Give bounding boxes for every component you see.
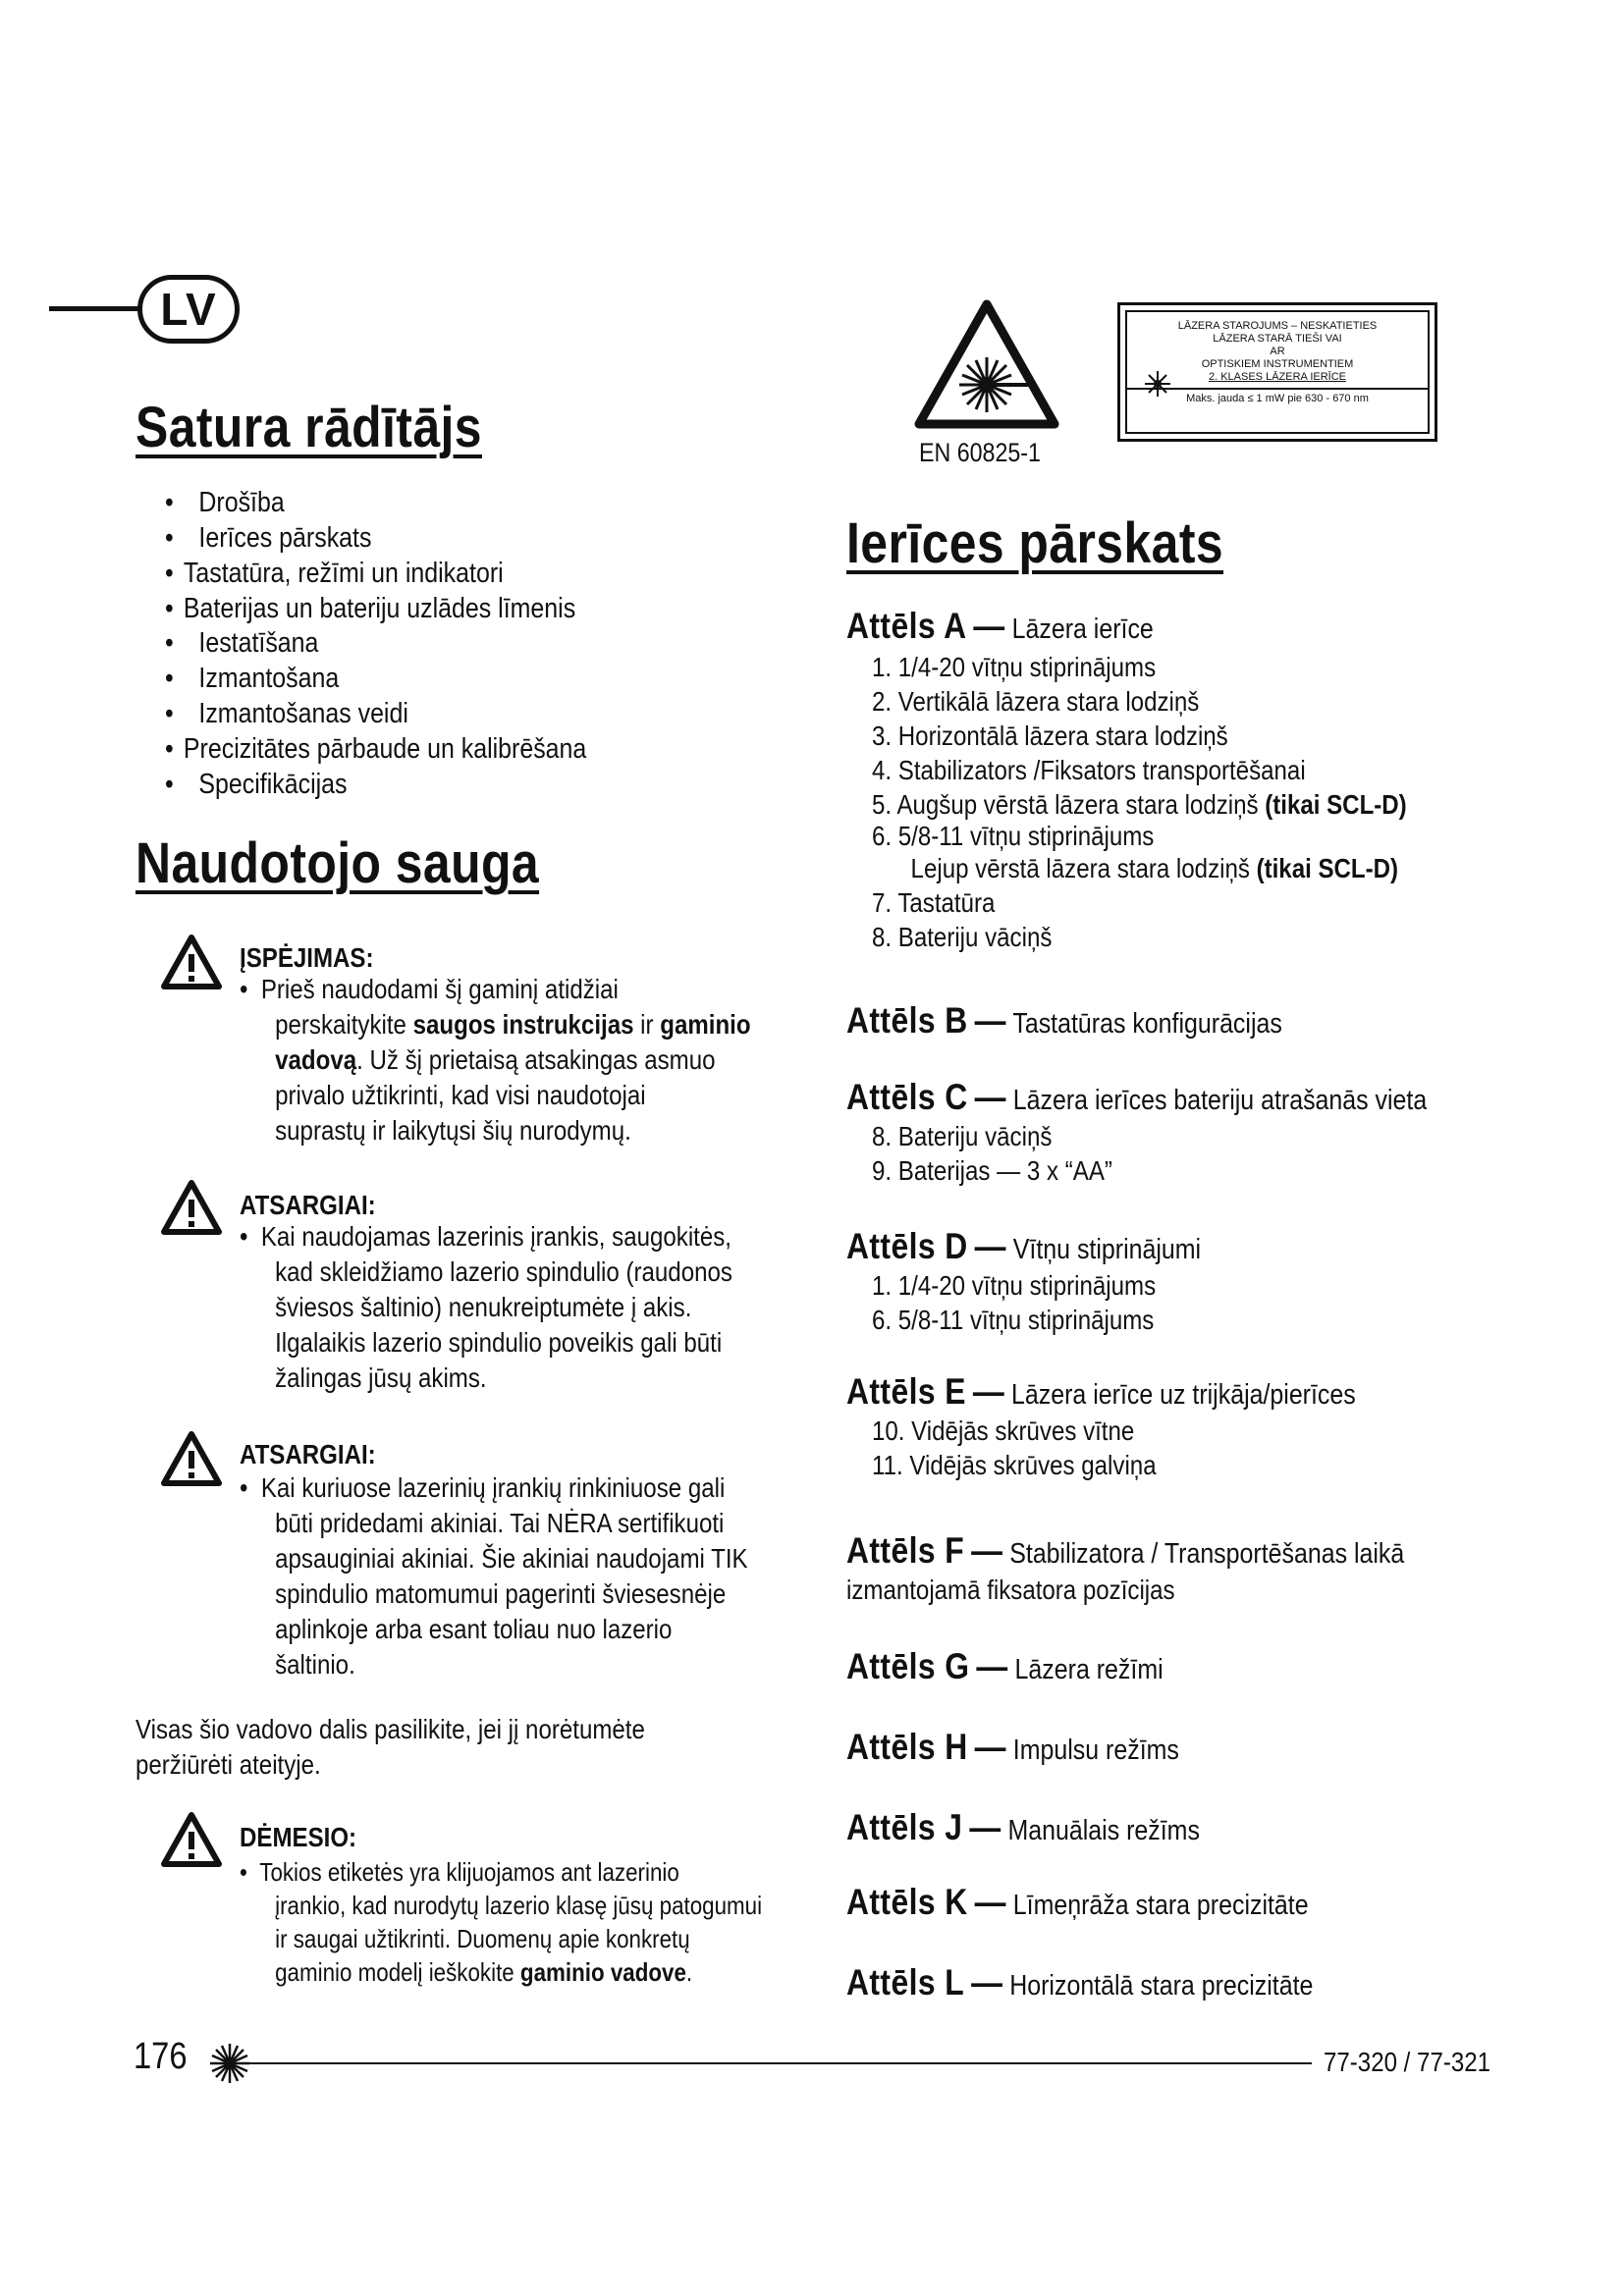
page-number: 176 (134, 2036, 188, 2077)
warning-body: • Kai naudojamas lazerinis įrankis, saugokitės, kad skleidžiamo lazerio spindulio (raudonos šviesos šaltinio) nenukreiptumėte į akis. Ilgalaikis lazerio spindulio poveikis gali būti žalingas jūsų akims. (240, 1221, 732, 1393)
laser-hazard-symbol-icon (913, 298, 1060, 430)
list-item: 8. Bateriju vāciņš (872, 922, 1053, 952)
toc-item: • Baterijas un bateriju uzlādes līmenis (165, 593, 576, 624)
figure-g-heading: Attēls G — Lāzera režīmi (846, 1646, 1164, 1686)
figure-h-heading: Attēls H — Impulsu režīms (846, 1727, 1179, 1767)
toc-item: • Izmantošana (165, 663, 340, 694)
figure-c-heading: Attēls C — Lāzera ierīces bateriju atrašanās vieta (846, 1077, 1428, 1117)
list-item: 5. Augšup vērstā lāzera stara lodziņš (tikai SCL-D) (872, 789, 1407, 820)
warning-triangle-icon (161, 1431, 222, 1486)
list-item: 4. Stabilizators /Fiksators transportēšanai (872, 755, 1306, 785)
toc-item: • Ierīces pārskats (165, 522, 372, 554)
figure-e-list (872, 1414, 1157, 1482)
toc-item: • Drošība (165, 487, 285, 518)
list-item: 11. Vidējās skrūves galviņa (872, 1450, 1157, 1480)
toc-item: • Precizitātes pārbaude un kalibrēšana (165, 733, 587, 765)
laser-starburst-icon (208, 2042, 251, 2085)
warning-body: • Tokios etiketės yra klijuojamos ant lazerinio įrankio, kad nurodytų lazerio klasę jūsų patogumui ir saugai užtikrinti. Duomenų apie konkretų gaminio modelį ieškokite gaminio vadove. (240, 1857, 763, 1987)
toc-list (165, 485, 586, 802)
footer-rule (249, 2062, 1312, 2064)
laser-standard-caption: EN 60825-1 (919, 438, 1041, 467)
warning-title: DĖMESIO: (240, 1822, 357, 1852)
toc-item: • Tastatūra, režīmi un indikatori (165, 558, 504, 589)
warning-body: • Kai kuriuose lazerinių įrankių rinkiniuose gali būti pridedami akiniai. Tai NĖRA sertifikuoti apsauginiai akiniai. Šie akiniai naudojami TIK spindulio matomumui pagerinti šviesesnėje aplinkoje arba esant toliau nuo lazerio šaltinio. (240, 1472, 748, 1680)
warning-title: ATSARGIAI: (240, 1439, 376, 1469)
laser-star-icon (1143, 369, 1172, 399)
language-badge-line (49, 306, 139, 311)
figure-f-desc-continued: izmantojamā fiksatora pozīcijas (846, 1575, 1175, 1605)
figure-b-heading: Attēls B — Tastatūras konfigurācijas (846, 1000, 1282, 1041)
list-item: 6. 5/8-11 vītņu stiprinājums (872, 1305, 1155, 1335)
figure-e-heading: Attēls E — Lāzera ierīce uz trijkāja/pierīces (846, 1371, 1356, 1412)
list-item: 1. 1/4-20 vītņu stiprinājums (872, 1270, 1157, 1301)
figure-d-list (872, 1268, 1156, 1337)
figure-c-list (872, 1119, 1112, 1188)
language-badge-label: LV (160, 284, 217, 335)
list-item: 6. 5/8-11 vītņu stiprinājums (872, 821, 1155, 851)
list-item: 9. Baterijas — 3 x “AA” (872, 1155, 1112, 1186)
laser-class-label: LĀZERA STAROJUMS – NESKATIETIES LĀZERA STARĀ TIEŠI VAI AR OPTISKIEM INSTRUMENTIEM 2. KLASES LĀZERA IERĪCE Maks. jauda ≤ 1 mW pie 630 - 670 nm (1117, 302, 1437, 442)
warning-triangle-icon (161, 1812, 222, 1867)
figure-a-list (872, 650, 1407, 954)
toc-item: • Specifikācijas (165, 769, 348, 800)
warning-line-rich: perskaitykite saugos instrukcijas ir gaminio (275, 1009, 751, 1040)
model-number: 77-320 / 77-321 (1324, 2047, 1491, 2077)
list-item: Lejup vērstā lāzera stara lodziņš (tikai SCL-D) (910, 853, 1399, 883)
figure-d-heading: Attēls D — Vītņu stiprinājumi (846, 1226, 1202, 1266)
warning-triangle-icon (161, 1180, 222, 1235)
warning-triangle-icon (161, 934, 222, 989)
toc-title: Satura rādītājs (135, 396, 482, 459)
warning-title: ĮSPĖJIMAS: (240, 942, 374, 973)
keep-manual-note: Visas šio vadovo dalis pasilikite, jei jį norėtumėte peržiūrėti ateityje. (135, 1714, 645, 1780)
list-item: 3. Horizontālā lāzera stara lodziņš (872, 721, 1228, 751)
safety-title: Naudotojo sauga (135, 831, 540, 895)
list-item: 1. 1/4-20 vītņu stiprinājums (872, 652, 1157, 682)
figure-k-heading: Attēls K — Līmeņrāža stara precizitāte (846, 1882, 1309, 1922)
figure-f-heading: Attēls F — Stabilizatora / Transportēšanas laikā (846, 1530, 1405, 1571)
list-item: 2. Vertikālā lāzera stara lodziņš (872, 686, 1200, 717)
figure-a-heading: Attēls A — Lāzera ierīce (846, 606, 1154, 646)
list-item: 10. Vidējās skrūves vītne (872, 1415, 1135, 1446)
figure-j-heading: Attēls J — Manuālais režīms (846, 1807, 1200, 1847)
warning-body: • Prieš naudodami šį gaminį atidžiai perskaitykite saugos instrukcijas ir gaminio vadovą. Už šį prietaisą atsakingas asmuo privalo užtikrinti, kad visi naudotojai suprastų ir laikytųsi šių nurodymų. (240, 974, 751, 1146)
warning-title: ATSARGIAI: (240, 1190, 376, 1220)
overview-title: Ierīces pārskats (846, 511, 1224, 575)
list-item: 7. Tastatūra (872, 887, 996, 918)
toc-item: • Izmantošanas veidi (165, 698, 408, 729)
figure-l-heading: Attēls L — Horizontālā stara precizitāte (846, 1962, 1314, 2002)
toc-item: • Iestatīšana (165, 627, 319, 659)
list-item: 8. Bateriju vāciņš (872, 1121, 1053, 1151)
language-badge (137, 275, 240, 344)
